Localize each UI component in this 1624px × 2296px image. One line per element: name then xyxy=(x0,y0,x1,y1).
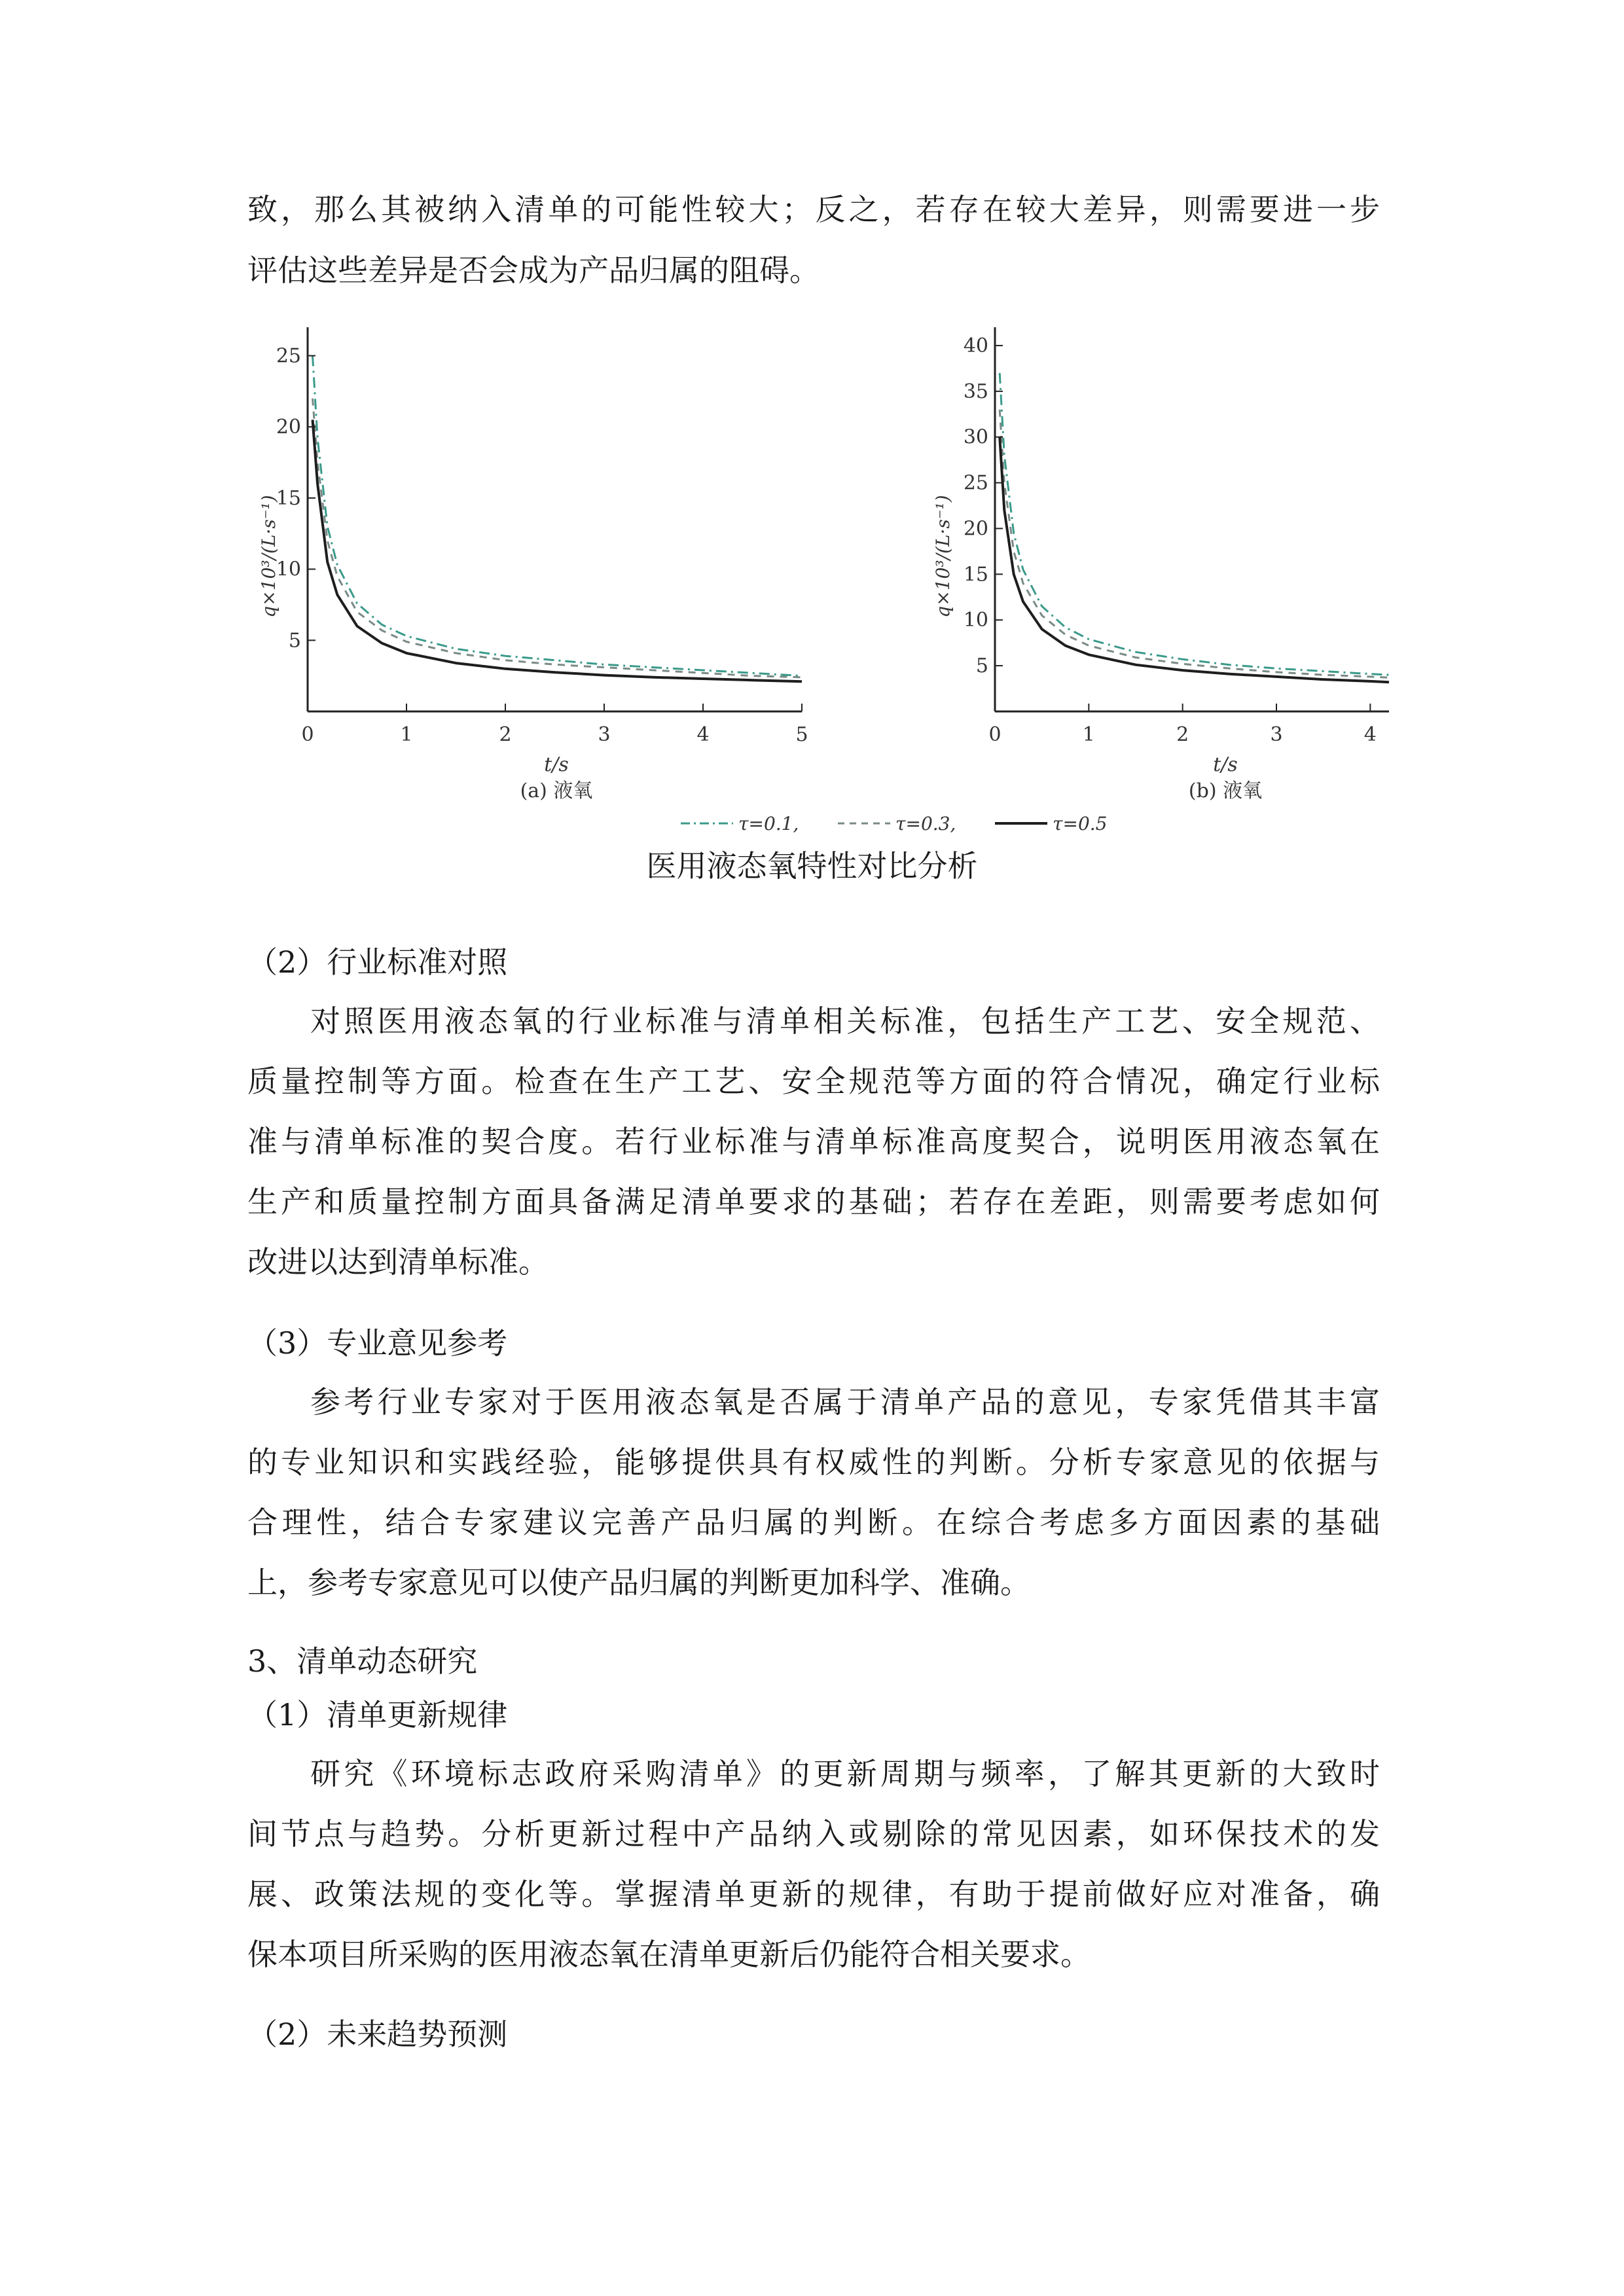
paragraph-3-line-2: 的专业知识和实践经验，能够提供具有权威性的判断。分析专家意见的依据与 xyxy=(247,1444,1380,1480)
x-tick-label: 2 xyxy=(1176,723,1189,746)
paragraph-4-line-1: 研究《环境标志政府采购清单》的更新周期与频率，了解其更新的大致时 xyxy=(310,1756,1380,1791)
y-tick-label: 20 xyxy=(276,416,301,439)
paragraph-3-line-1: 参考行业专家对于医用液态氧是否属于清单产品的意见，专家凭借其丰富 xyxy=(310,1384,1380,1420)
legend-label-tau-0-1: τ=0.1, xyxy=(738,813,799,834)
chart-legend xyxy=(674,805,1159,844)
paragraph-4-line-4: 保本项目所采购的医用液态氧在清单更新后仍能符合相关要求。 xyxy=(247,1937,1091,1972)
figure xyxy=(258,321,1401,844)
chart-b-series xyxy=(1000,373,1389,682)
chart-b xyxy=(923,321,1407,838)
chart-a-ticks xyxy=(276,344,808,746)
legend-label-tau-0-5: τ=0.5 xyxy=(1053,813,1108,834)
y-tick-label: 25 xyxy=(276,344,301,368)
chart-b-ylabel: q×10³/(L·s⁻¹) xyxy=(932,495,954,618)
y-tick-label: 25 xyxy=(963,471,988,495)
chart-a-ylabel: q×10³/(L·s⁻¹) xyxy=(258,495,280,618)
x-tick-label: 1 xyxy=(1082,723,1095,746)
series-line--0-5 xyxy=(1000,437,1389,683)
y-tick-label: 15 xyxy=(963,563,988,586)
y-tick-label: 40 xyxy=(963,334,988,357)
paragraph-2-line-1: 对照医用液态氧的行业标准与清单相关标准，包括生产工艺、安全规范、 xyxy=(310,1003,1380,1039)
paragraph-1-line-2: 评估这些差异是否会成为产品归属的阻碍。 xyxy=(247,253,820,288)
x-tick-label: 0 xyxy=(988,723,1001,746)
chart-a-xlabel: t/s xyxy=(544,753,569,776)
y-tick-label: 20 xyxy=(963,517,988,541)
chart-a-panel-label: (a) 液氧 xyxy=(520,780,593,802)
heading-update-rules: （1）清单更新规律 xyxy=(247,1697,508,1732)
paragraph-3-line-3: 合理性，结合专家建议完善产品归属的判断。在综合考虑多方面因素的基础 xyxy=(247,1505,1380,1540)
x-tick-label: 0 xyxy=(301,723,314,746)
x-tick-label: 4 xyxy=(1363,723,1377,746)
x-tick-label: 4 xyxy=(696,723,710,746)
paragraph-2-line-4: 生产和质量控制方面具备满足清单要求的基础；若存在差距，则需要考虑如何 xyxy=(247,1184,1380,1219)
y-tick-label: 5 xyxy=(975,655,988,678)
paragraph-4-line-2: 间节点与趋势。分析更新过程中产品纳入或剔除的常见因素，如环保技术的发 xyxy=(247,1816,1380,1852)
y-tick-label: 30 xyxy=(963,425,988,449)
chart-a-axes xyxy=(308,327,802,711)
y-tick-label: 10 xyxy=(963,609,988,632)
chart-a xyxy=(258,321,825,838)
x-tick-label: 3 xyxy=(1270,723,1283,746)
x-tick-label: 3 xyxy=(598,723,611,746)
paragraph-2-line-5: 改进以达到清单标准。 xyxy=(247,1244,549,1280)
x-tick-label: 1 xyxy=(400,723,413,746)
chart-b-axes xyxy=(995,327,1389,711)
y-tick-label: 5 xyxy=(288,629,301,653)
chart-a-series xyxy=(313,356,803,682)
heading-industry-standard: （2）行业标准对照 xyxy=(247,944,508,980)
paragraph-1-line-1: 致，那么其被纳入清单的可能性较大；反之，若存在较大差异，则需要进一步 xyxy=(247,192,1380,227)
y-tick-label: 10 xyxy=(276,558,301,581)
series-line--0-3 xyxy=(313,399,803,677)
x-tick-label: 5 xyxy=(795,723,808,746)
paragraph-2-line-3: 准与清单标准的契合度。若行业标准与清单标准高度契合，说明医用液态氧在 xyxy=(247,1124,1380,1159)
legend-label-tau-0-3: τ=0.3, xyxy=(895,813,956,834)
paragraph-2-line-2: 质量控制等方面。检查在生产工艺、安全规范等方面的符合情况，确定行业标 xyxy=(247,1064,1380,1099)
chart-b-ticks xyxy=(964,334,1377,746)
y-tick-label: 35 xyxy=(963,380,988,403)
paragraph-4-line-3: 展、政策法规的变化等。掌握清单更新的规律，有助于提前做好应对准备，确 xyxy=(247,1876,1380,1912)
series-line--0-1 xyxy=(1000,373,1389,675)
section-heading-3: 3、清单动态研究 xyxy=(247,1643,478,1679)
x-tick-label: 2 xyxy=(499,723,512,746)
paragraph-3-line-4: 上，参考专家意见可以使产品归属的判断更加科学、准确。 xyxy=(247,1565,1030,1600)
chart-b-xlabel: t/s xyxy=(1213,753,1238,776)
series-line--0-3 xyxy=(1000,410,1389,678)
y-tick-label: 15 xyxy=(276,486,301,510)
series-line--0-5 xyxy=(313,420,803,681)
chart-b-panel-label: (b) 液氧 xyxy=(1188,780,1263,802)
figure-caption: 医用液态氧特性对比分析 xyxy=(646,848,978,884)
heading-expert-opinion: （3）专业意见参考 xyxy=(247,1325,508,1361)
series-line--0-1 xyxy=(313,356,803,676)
heading-future-trend: （2）未来趋势预测 xyxy=(247,2017,508,2052)
